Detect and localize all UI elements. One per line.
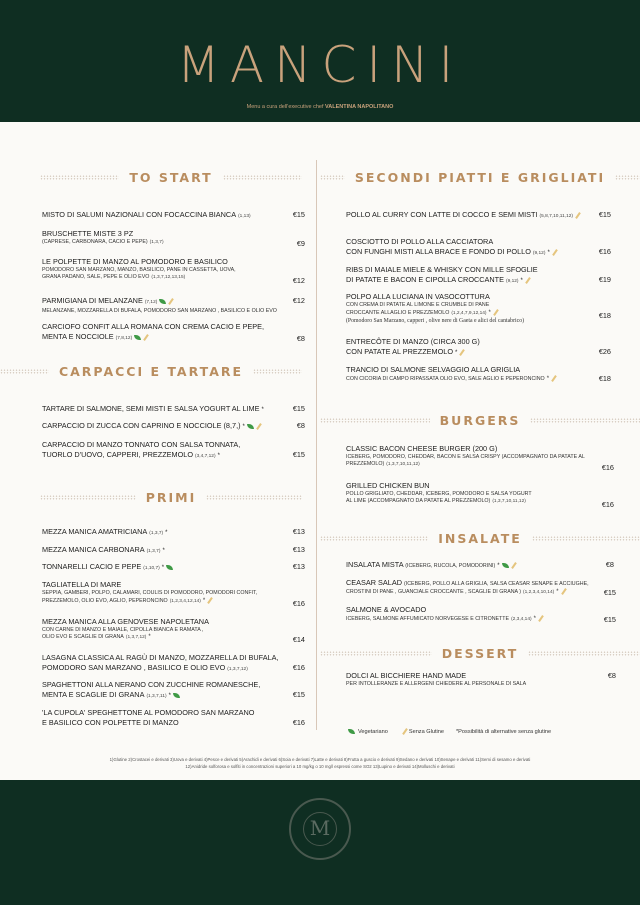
vegetarian-leaf-icon <box>502 563 509 568</box>
gluten-free-wheat-icon <box>256 423 262 430</box>
dotted-rule <box>320 175 345 180</box>
dotted-rule <box>206 495 302 500</box>
price: €26 <box>598 347 611 356</box>
restaurant-title: MANCINI <box>176 36 464 94</box>
menu-item: TARTARE DI SALMONE, SEMI MISTI E SALSA YOGURT AL LIME * <box>42 404 264 413</box>
price: €13 <box>292 545 305 554</box>
gluten-free-wheat-icon <box>207 597 213 604</box>
menu-item: COSCIOTTO DI POLLO ALLA CACCIATORA CON FUNGHI MISTI ALLA BRACE E FONDO DI POLLO (9,12) * <box>346 237 556 259</box>
section-primi <box>40 488 302 506</box>
menu-item: INSALATA MISTA (ICEBERG, RUCOLA, POMODORINI) * <box>346 560 515 571</box>
gluten-free-wheat-icon <box>525 277 531 284</box>
allergens-line-2: 12)Anidride solforosa e solfiti in concentrazioni superiori a 10 mg/kg o 10 mg/l espressi come SO2 13)Lupino e derivati 14)Molluschi e derivati <box>185 764 455 769</box>
menu-item: MISTO DI SALUMI NAZIONALI CON FOCACCINA BIANCA (1,13) <box>42 210 251 219</box>
menu-item: PARMIGIANA DI MELANZANE (7,12) MELANZANE, MOZZARELLA DI BUFALA, POMODORO SAN MARZANO , BASILICO E OLIO EVO <box>42 296 277 314</box>
dotted-rule <box>0 369 49 374</box>
legend-vegetarian: Vegetariano <box>346 729 388 735</box>
menu-item: MEZZA MANICA CARBONARA (1,3,7) * <box>42 545 165 554</box>
price: €9 <box>296 239 305 248</box>
menu-item: POLLO AL CURRY CON LATTE DI COCCO E SEMI MISTI (5,8,7,10,11,12) <box>346 210 579 222</box>
allergens-footnote <box>40 756 600 770</box>
section-to-start <box>40 168 302 186</box>
menu-item: TRANCIO DI SALMONE SELVAGGIO ALLA GRIGLIA CON CICORIA DI CAMPO RIPASSATA OLIO EVO, SALE AGLIO E PEPERONCINO * <box>346 365 555 383</box>
menu-item: TONNARELLI CACIO E PEPE (1,10,7) * <box>42 562 173 574</box>
price: €15 <box>598 210 611 219</box>
vegetarian-leaf-icon <box>166 565 173 570</box>
menu-item: BRUSCHETTE MISTE 3 PZ (CAPRESE, CARBONARA, CACIO E PEPE) (1,3,7) <box>42 229 164 245</box>
legend <box>346 728 551 735</box>
vegetarian-leaf-icon <box>173 693 180 698</box>
menu-item: DOLCI AL BICCHIERE HAND MADE PER INTOLLERANZE E ALLERGENI CHIEDERE AL PERSONALE DI SALA <box>346 671 527 687</box>
price: €16 <box>292 599 305 608</box>
price: €16 <box>601 500 614 509</box>
price: €8 <box>607 671 616 680</box>
gluten-free-wheat-icon <box>551 375 557 382</box>
menu-item: CLASSIC BACON CHEESE BURGER (200 G) ICEBERG, POMODORO, CHEDDAR, BACON E SALSA CRISPY (ACCOMPAGNATO DA PATATE AL PREZZEMOLO) (1,3,7,10,11,12) <box>346 444 585 467</box>
menu-item: 'LA CUPOLA' SPEGHETTONE AL POMODORO SAN MARZANO E BASILICO CON POLPETTE DI MANZO <box>42 708 255 727</box>
dotted-rule <box>530 418 640 423</box>
column-divider <box>316 160 317 730</box>
section-title: INSALATE <box>438 530 522 546</box>
gluten-free-wheat-icon <box>493 309 499 316</box>
vegetarian-leaf-icon <box>247 424 254 429</box>
price: €15 <box>292 450 305 459</box>
price: €18 <box>598 311 611 320</box>
price: €15 <box>292 690 305 699</box>
header-banner <box>0 0 640 122</box>
menu-item: POLPO ALLA LUCIANA IN VASOCOTTURA CON CREMA DI PATATE AL LIMONE E CRUMBLE DI PANE CROCCANTE ALLAGLIO E PREZZEMOLO (1,2,4,7,9,12,14) * (Pomodoro San Marzano, capperi , olive nere di Gaeta e alici del cantabrico) <box>346 292 525 324</box>
menu-item: LE POLPETTE DI MANZO AL POMODORO E BASILICO POMODORO SAN MARZANO, MANZO, BASILICO, PANE IN CASSETTA, UOVA, GRANA PADANO, SALE, PEPE E OLIO EVO (1,3,7,12,13,15) <box>42 257 236 280</box>
dotted-rule <box>253 369 302 374</box>
section-title: TO START <box>129 169 213 185</box>
section-dessert <box>320 644 640 662</box>
section-title: BURGERS <box>439 412 521 428</box>
section-title: SECONDI PIATTI E GRIGLIATI <box>354 169 606 185</box>
menu-item: TAGLIATELLA DI MARE SEPPIA, GAMBERI, POLPO, CALAMARI, COULIS DI POMODORO, POMODORI CONFIT, PREZZEMOLO, OLIO EVO, AGLIO, PEPERONCINO (1,2,3,4,12,14) * <box>42 580 258 604</box>
price: €8 <box>296 421 305 430</box>
menu-item: GRILLED CHICKEN BUN POLLO GRIGLIATO, CHEDDAR, ICEBERG, POMODORO E SALSA YOGURT AL LIME (ACCOMPAGNATO DA PATATE AL PREZZEMOLO) (1,3,7,10,11,12) <box>346 481 532 504</box>
section-title: DESSERT <box>441 645 519 661</box>
gluten-free-wheat-icon <box>143 334 149 341</box>
dotted-rule <box>223 175 302 180</box>
monogram: M <box>303 812 337 846</box>
price: €12 <box>292 296 305 305</box>
section-insalate <box>320 529 640 547</box>
gluten-free-wheat-icon <box>552 249 558 256</box>
vegetarian-leaf-icon <box>348 729 355 734</box>
gluten-free-wheat-icon <box>402 728 408 735</box>
menu-item: RIBS DI MAIALE MIELE & WHISKY CON MILLE SFOGLIE DI PATATE E BACON E CIPOLLA CROCCANTE (9,12) * <box>346 265 538 284</box>
legend-gluten-free: Senza Glutine <box>400 728 444 735</box>
gluten-free-wheat-icon <box>511 562 517 569</box>
dotted-rule <box>40 175 119 180</box>
vegetarian-leaf-icon <box>159 299 166 304</box>
price: €18 <box>598 374 611 383</box>
dotted-rule <box>320 418 430 423</box>
menu-item: SALMONE & AVOCADO ICEBERG, SALMONE AFFUMICATO NORVEGESE E CITRONETTE (2,3,4,14) * <box>346 605 542 623</box>
menu-item: LASAGNA CLASSICA AL RAGÙ DI MANZO, MOZZARELLA DI BUFALA, POMODORO SAN MARZANO , BASILICO E OLIO EVO (1,3,7,12) <box>42 653 279 672</box>
dotted-rule <box>528 651 640 656</box>
menu-item: CARPACCIO DI MANZO TONNATO CON SALSA TONNATA, TUORLO D'UOVO, CAPPERI, PREZZEMOLO (3,4,7,12) * <box>42 440 241 459</box>
gluten-free-wheat-icon <box>538 615 544 622</box>
section-title: CARPACCI E TARTARE <box>58 363 244 379</box>
price: €16 <box>601 463 614 472</box>
brand-seal-logo <box>289 798 351 860</box>
dotted-rule <box>320 651 432 656</box>
dotted-rule <box>320 536 428 541</box>
menu-item: CARCIOFO CONFIT ALLA ROMANA CON CREMA CACIO E PEPE, MENTA E NOCCIOLE (7,8,12) <box>42 322 265 341</box>
price: €16 <box>292 663 305 672</box>
price: €8 <box>296 334 305 343</box>
menu-item: MEZZA MANICA ALLA GENOVESE NAPOLETANA CON CARNE DI MANZO E MAIALE, CIPOLLA BIANCA E RAMATA , OLIO EVO E SCAGLIE DI GRANA (1,3,7,12) * <box>42 617 209 640</box>
gluten-free-wheat-icon <box>460 349 466 356</box>
price: €19 <box>598 275 611 284</box>
chef-name: VALENTINA NAPOLITANO <box>325 104 394 110</box>
menu-item: CARPACCIO DI ZUCCA CON CAPRINO E NOCCIOLE (8,7,) * <box>42 421 260 432</box>
price: €15 <box>292 210 305 219</box>
price: €15 <box>603 615 616 624</box>
menu-item: SPAGHETTONI ALLA NERANO CON ZUCCHINE ROMANESCHE, MENTA E SCAGLIE DI GRANA (1,3,7,11) * <box>42 680 261 699</box>
price: €13 <box>292 527 305 536</box>
price: €16 <box>598 247 611 256</box>
price: €12 <box>292 276 305 285</box>
chef-subtitle <box>0 104 640 110</box>
section-carpacci <box>0 362 302 380</box>
subtitle-prefix: Menu a cura dell'executive chef <box>246 104 324 110</box>
legend-alternatives: *Possibilità di alternative senza glutine <box>456 728 552 735</box>
price: €14 <box>292 635 305 644</box>
price: €15 <box>603 588 616 597</box>
gluten-free-wheat-icon <box>561 588 567 595</box>
dotted-rule <box>532 536 640 541</box>
menu-item: CEASAR SALAD (ICEBERG, POLLO ALLA GRIGLIA, SALSA CEASAR SENAPE E ACCIUGHE, CROSTINI DI PANE , GUANCIALE CROCCANTE , SCAGLIE DI GRANA ) (1,2,3,4,10,14) * <box>346 578 589 595</box>
menu-item: ENTRECÔTE DI MANZO (CIRCA 300 G) CON PATATE AL PREZZEMOLO * <box>346 337 480 356</box>
allergens-line-1: 1)Glutine 2)Crostacei e derivati 3)Uova e derivati 4)Pesce e derivati 5)Arachidi e derivati 6)Soia e derivati 7)Latte e derivati 8)Frutta a guscio e derivati 9)Sedano e derivati 10)Senape e derivati 11)Semi di sesamo e derivati <box>109 757 531 762</box>
price: €15 <box>292 404 305 413</box>
vegetarian-leaf-icon <box>134 335 141 340</box>
menu-item: MEZZA MANICA AMATRICIANA (1,3,7) * <box>42 527 168 536</box>
gluten-free-wheat-icon <box>575 212 581 219</box>
gluten-free-wheat-icon <box>169 298 175 305</box>
dotted-rule <box>40 495 136 500</box>
section-burgers <box>320 411 640 429</box>
section-secondi <box>320 168 640 186</box>
dotted-rule <box>615 175 640 180</box>
price: €8 <box>605 560 614 569</box>
price: €16 <box>292 718 305 727</box>
section-title: PRIMI <box>145 489 197 505</box>
price: €13 <box>292 562 305 571</box>
